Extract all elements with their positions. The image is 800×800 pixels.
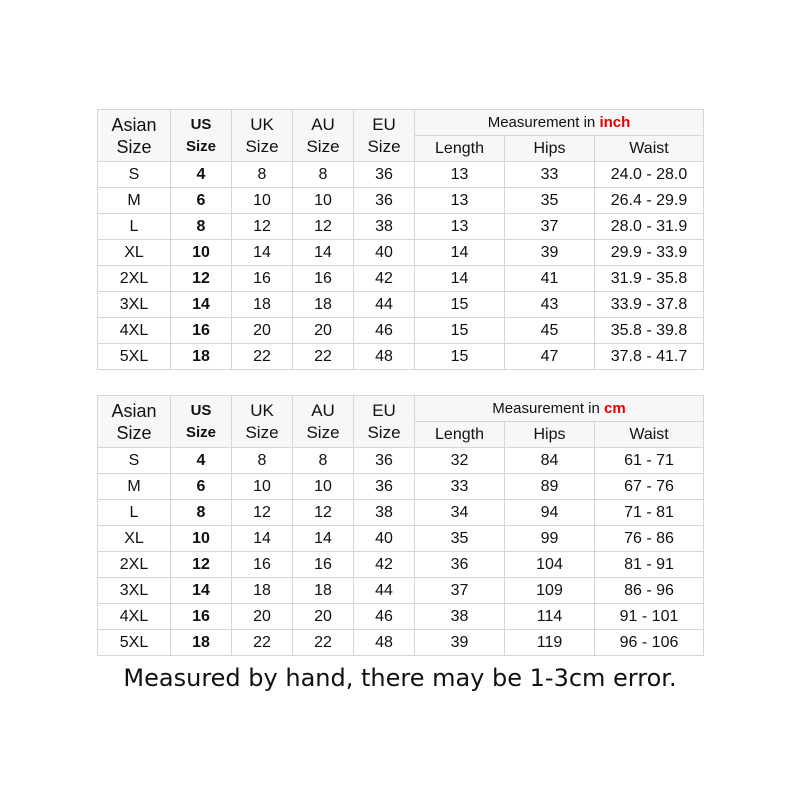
au-size-cell: 8 — [293, 448, 354, 474]
us-size-cell: 10 — [171, 240, 232, 266]
eu-size-cell: 40 — [354, 526, 415, 552]
length-cell: 15 — [415, 318, 505, 344]
uk-size-cell: 16 — [232, 552, 293, 578]
waist-cell: 86 - 96 — [595, 578, 704, 604]
eu-size-cell: 48 — [354, 344, 415, 370]
au-size-cell: 8 — [293, 162, 354, 188]
hips-cell: 94 — [505, 500, 595, 526]
length-cell: 34 — [415, 500, 505, 526]
eu-size-cell: 36 — [354, 162, 415, 188]
uk-size-cell: 22 — [232, 630, 293, 656]
asian-size-cell: M — [98, 474, 171, 500]
eu-size-cell: 38 — [354, 500, 415, 526]
waist-cell: 31.9 - 35.8 — [595, 266, 704, 292]
waist-cell: 28.0 - 31.9 — [595, 214, 704, 240]
length-cell: 36 — [415, 552, 505, 578]
au-size-cell: 20 — [293, 318, 354, 344]
uk-size-cell: 14 — [232, 526, 293, 552]
table-row — [98, 344, 704, 370]
uk-size-cell: 20 — [232, 318, 293, 344]
unit-label: cm — [604, 400, 626, 417]
measurement-title: Measurement in inch — [415, 110, 704, 136]
table-row — [98, 526, 704, 552]
hips-cell: 114 — [505, 604, 595, 630]
us-size-cell: 16 — [171, 604, 232, 630]
asian-size-cell: S — [98, 162, 171, 188]
header-hips: Hips — [505, 136, 595, 162]
hips-cell: 43 — [505, 292, 595, 318]
length-cell: 35 — [415, 526, 505, 552]
eu-size-cell: 48 — [354, 630, 415, 656]
au-size-cell: 20 — [293, 604, 354, 630]
us-size-cell: 4 — [171, 448, 232, 474]
eu-size-cell: 36 — [354, 448, 415, 474]
au-size-cell: 16 — [293, 552, 354, 578]
header-au-size: AU Size — [293, 110, 354, 162]
uk-size-cell: 22 — [232, 344, 293, 370]
length-cell: 13 — [415, 214, 505, 240]
header-eu-size: EU Size — [354, 110, 415, 162]
hips-cell: 89 — [505, 474, 595, 500]
waist-cell: 81 - 91 — [595, 552, 704, 578]
eu-size-cell: 36 — [354, 188, 415, 214]
eu-size-cell: 42 — [354, 552, 415, 578]
waist-cell: 35.8 - 39.8 — [595, 318, 704, 344]
hips-cell: 84 — [505, 448, 595, 474]
header-waist: Waist — [595, 422, 704, 448]
table-row — [98, 448, 704, 474]
hips-cell: 99 — [505, 526, 595, 552]
header-waist: Waist — [595, 136, 704, 162]
size-table-cm — [97, 395, 704, 656]
au-size-cell: 12 — [293, 500, 354, 526]
header-au-size: AU Size — [293, 396, 354, 448]
uk-size-cell: 10 — [232, 188, 293, 214]
length-cell: 38 — [415, 604, 505, 630]
waist-cell: 76 - 86 — [595, 526, 704, 552]
us-size-cell: 16 — [171, 318, 232, 344]
length-cell: 32 — [415, 448, 505, 474]
uk-size-cell: 8 — [232, 448, 293, 474]
waist-cell: 24.0 - 28.0 — [595, 162, 704, 188]
length-cell: 37 — [415, 578, 505, 604]
au-size-cell: 22 — [293, 344, 354, 370]
table-row — [98, 630, 704, 656]
asian-size-cell: L — [98, 500, 171, 526]
au-size-cell: 22 — [293, 630, 354, 656]
asian-size-cell: 3XL — [98, 578, 171, 604]
au-size-cell: 10 — [293, 188, 354, 214]
eu-size-cell: 38 — [354, 214, 415, 240]
table-row — [98, 292, 704, 318]
length-cell: 15 — [415, 344, 505, 370]
header-us-size: US Size — [171, 396, 232, 448]
hips-cell: 119 — [505, 630, 595, 656]
eu-size-cell: 46 — [354, 604, 415, 630]
hips-cell: 37 — [505, 214, 595, 240]
us-size-cell: 10 — [171, 526, 232, 552]
length-cell: 14 — [415, 240, 505, 266]
asian-size-cell: 3XL — [98, 292, 171, 318]
au-size-cell: 10 — [293, 474, 354, 500]
uk-size-cell: 8 — [232, 162, 293, 188]
asian-size-cell: XL — [98, 240, 171, 266]
us-size-cell: 18 — [171, 630, 232, 656]
header-length: Length — [415, 422, 505, 448]
size-table-inch — [97, 109, 704, 370]
waist-cell: 29.9 - 33.9 — [595, 240, 704, 266]
measurement-title: Measurement in cm — [415, 396, 704, 422]
hips-cell: 33 — [505, 162, 595, 188]
length-cell: 13 — [415, 188, 505, 214]
au-size-cell: 18 — [293, 292, 354, 318]
eu-size-cell: 46 — [354, 318, 415, 344]
hips-cell: 39 — [505, 240, 595, 266]
us-size-cell: 6 — [171, 474, 232, 500]
uk-size-cell: 12 — [232, 214, 293, 240]
us-size-cell: 12 — [171, 266, 232, 292]
us-size-cell: 14 — [171, 292, 232, 318]
waist-cell: 91 - 101 — [595, 604, 704, 630]
header-hips: Hips — [505, 422, 595, 448]
waist-cell: 67 - 76 — [595, 474, 704, 500]
asian-size-cell: 2XL — [98, 552, 171, 578]
header-uk-size: UK Size — [232, 110, 293, 162]
table-row — [98, 266, 704, 292]
asian-size-cell: 2XL — [98, 266, 171, 292]
asian-size-cell: XL — [98, 526, 171, 552]
au-size-cell: 14 — [293, 240, 354, 266]
measurement-note: Measured by hand, there may be 1-3cm error. — [123, 664, 677, 692]
asian-size-cell: 5XL — [98, 630, 171, 656]
uk-size-cell: 10 — [232, 474, 293, 500]
unit-label: inch — [599, 114, 631, 131]
length-cell: 39 — [415, 630, 505, 656]
header-asian-size: Asian Size — [98, 396, 171, 448]
uk-size-cell: 18 — [232, 292, 293, 318]
us-size-cell: 8 — [171, 214, 232, 240]
us-size-cell: 8 — [171, 500, 232, 526]
au-size-cell: 14 — [293, 526, 354, 552]
eu-size-cell: 40 — [354, 240, 415, 266]
asian-size-cell: 4XL — [98, 318, 171, 344]
table-row — [98, 240, 704, 266]
us-size-cell: 18 — [171, 344, 232, 370]
eu-size-cell: 36 — [354, 474, 415, 500]
hips-cell: 35 — [505, 188, 595, 214]
waist-cell: 96 - 106 — [595, 630, 704, 656]
header-length: Length — [415, 136, 505, 162]
eu-size-cell: 44 — [354, 578, 415, 604]
uk-size-cell: 18 — [232, 578, 293, 604]
hips-cell: 47 — [505, 344, 595, 370]
length-cell: 14 — [415, 266, 505, 292]
au-size-cell: 18 — [293, 578, 354, 604]
us-size-cell: 4 — [171, 162, 232, 188]
waist-cell: 33.9 - 37.8 — [595, 292, 704, 318]
asian-size-cell: L — [98, 214, 171, 240]
header-eu-size: EU Size — [354, 396, 415, 448]
header-uk-size: UK Size — [232, 396, 293, 448]
asian-size-cell: 5XL — [98, 344, 171, 370]
us-size-cell: 14 — [171, 578, 232, 604]
eu-size-cell: 42 — [354, 266, 415, 292]
hips-cell: 45 — [505, 318, 595, 344]
table-row — [98, 474, 704, 500]
length-cell: 13 — [415, 162, 505, 188]
asian-size-cell: S — [98, 448, 171, 474]
waist-cell: 61 - 71 — [595, 448, 704, 474]
table-row — [98, 500, 704, 526]
uk-size-cell: 20 — [232, 604, 293, 630]
hips-cell: 104 — [505, 552, 595, 578]
waist-cell: 26.4 - 29.9 — [595, 188, 704, 214]
table-row — [98, 318, 704, 344]
table-row — [98, 552, 704, 578]
table-row — [98, 188, 704, 214]
asian-size-cell: 4XL — [98, 604, 171, 630]
eu-size-cell: 44 — [354, 292, 415, 318]
table-row — [98, 604, 704, 630]
asian-size-cell: M — [98, 188, 171, 214]
table-row — [98, 214, 704, 240]
waist-cell: 71 - 81 — [595, 500, 704, 526]
uk-size-cell: 12 — [232, 500, 293, 526]
table-row — [98, 578, 704, 604]
hips-cell: 109 — [505, 578, 595, 604]
waist-cell: 37.8 - 41.7 — [595, 344, 704, 370]
au-size-cell: 12 — [293, 214, 354, 240]
header-asian-size: Asian Size — [98, 110, 171, 162]
uk-size-cell: 14 — [232, 240, 293, 266]
us-size-cell: 12 — [171, 552, 232, 578]
uk-size-cell: 16 — [232, 266, 293, 292]
au-size-cell: 16 — [293, 266, 354, 292]
length-cell: 33 — [415, 474, 505, 500]
table-row — [98, 162, 704, 188]
length-cell: 15 — [415, 292, 505, 318]
us-size-cell: 6 — [171, 188, 232, 214]
header-us-size: US Size — [171, 110, 232, 162]
hips-cell: 41 — [505, 266, 595, 292]
